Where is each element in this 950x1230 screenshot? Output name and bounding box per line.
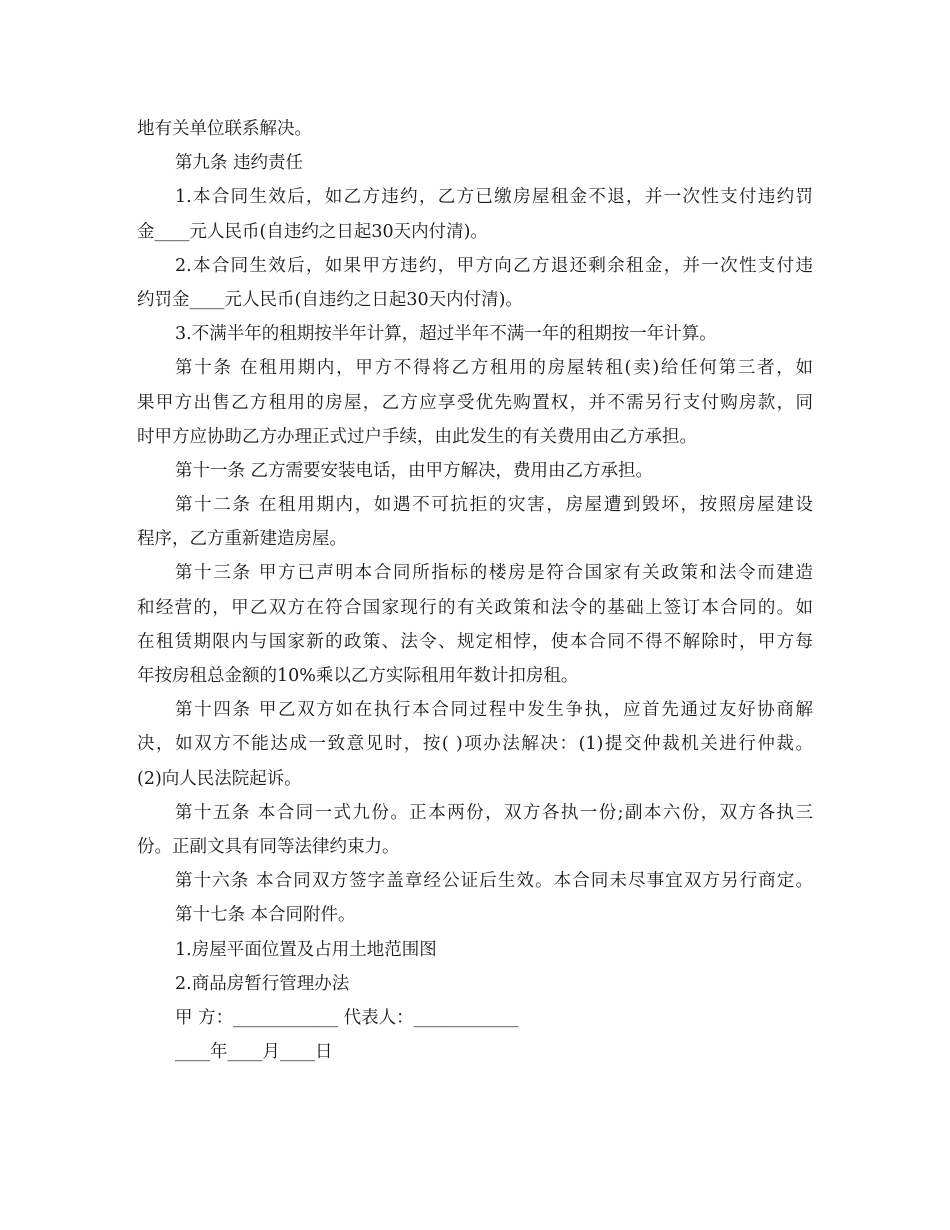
document-line: 第十六条 本合同双方签字盖章经公证后生效。本合同未尽事宜双方另行商定。 bbox=[175, 871, 813, 892]
document-line: 第九条 违约责任 bbox=[175, 153, 304, 174]
document-line: 金____元人民币(自违约之日起30天内付清)。 bbox=[137, 221, 488, 242]
document-line: 约罚金____元人民币(自违约之日起30天内付清)。 bbox=[137, 289, 523, 310]
document-line: 第十五条 本合同一式九份。正本两份，双方各执一份;副本六份，双方各执三 bbox=[175, 802, 813, 823]
document-line: 第十三条 甲方已声明本合同所指标的楼房是符合国家有关政策和法令而建造 bbox=[175, 563, 813, 584]
document-line: 时甲方应协助乙方办理正式过户手续，由此发生的有关费用由乙方承担。 bbox=[137, 426, 697, 447]
document-line: ____年____月____日 bbox=[175, 1042, 333, 1063]
document-line: 和经营的，甲乙双方在符合国家现行的有关政策和法令的基础上签订本合同的。如 bbox=[137, 597, 813, 618]
document-line: 年按房租总金额的10%乘以乙方实际租用年数计扣房租。 bbox=[137, 666, 579, 686]
document-line: 份。正副文具有同等法律约束力。 bbox=[137, 836, 400, 857]
document-line: 第十一条 乙方需要安装电话，由甲方解决，费用由乙方承担。 bbox=[175, 460, 654, 481]
document-line: 决，如双方不能达成一致意见时，按( )项办法解决：(1)提交仲裁机关进行仲裁。 bbox=[137, 734, 813, 755]
document-line: 第十条 在租用期内，甲方不得将乙方租用的房屋转租(卖)给任何第三者，如 bbox=[175, 358, 813, 379]
document-line: 1.本合同生效后，如乙方违约，乙方已缴房屋租金不退，并一次性支付违约罚 bbox=[175, 187, 813, 208]
document-line: 果甲方出售乙方租用的房屋，乙方应享受优先购置权，并不需另行支付购房款，同 bbox=[137, 392, 813, 413]
document-body bbox=[137, 112, 813, 1069]
document-line: 第十七条 本合同附件。 bbox=[175, 905, 356, 926]
document-line: 甲 方：____________ 代表人：____________ bbox=[175, 1007, 519, 1028]
document-line: 2.本合同生效后，如果甲方违约，甲方向乙方退还剩余租金，并一次性支付违 bbox=[175, 255, 813, 276]
document-line: 地有关单位联系解决。 bbox=[137, 119, 312, 139]
document-line: 程序，乙方重新建造房屋。 bbox=[137, 529, 347, 550]
document-line: 第十二条 在租用期内，如遇不可抗拒的灾害，房屋遭到毁坏，按照房屋建设 bbox=[175, 495, 813, 516]
document-line: 在租赁期限内与国家新的政策、法令、规定相悖，使本合同不得不解除时，甲方每 bbox=[137, 631, 813, 652]
document-line: 第十四条 甲乙双方如在执行本合同过程中发生争执，应首先通过友好协商解 bbox=[175, 700, 813, 721]
document-line: 3.不满半年的租期按半年计算，超过半年不满一年的租期按一年计算。 bbox=[175, 324, 717, 345]
document-line: 1.房屋平面位置及占用土地范围图 bbox=[175, 939, 437, 960]
document-line: 2.商品房暂行管理办法 bbox=[175, 973, 350, 994]
document-line: (2)向人民法院起诉。 bbox=[137, 768, 302, 789]
